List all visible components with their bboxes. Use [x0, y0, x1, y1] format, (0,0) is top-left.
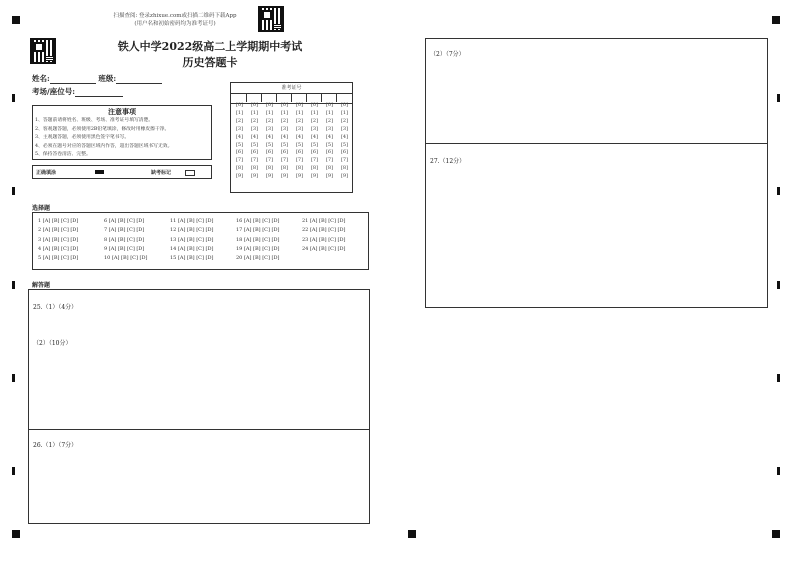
digit-bubble[interactable]: [8]	[235, 165, 244, 172]
timing-mark	[777, 467, 780, 475]
digit-bubble[interactable]: [1]	[310, 109, 319, 116]
digit-bubble[interactable]: [9]	[295, 173, 304, 180]
digit-bubble[interactable]: [9]	[310, 173, 319, 180]
timing-mark	[777, 281, 780, 289]
digit-bubble[interactable]: [2]	[280, 117, 289, 124]
digit-bubble[interactable]: [5]	[250, 141, 259, 148]
choice-item[interactable]: 17 [A] [B] [C] [D]	[236, 227, 280, 234]
digit-bubble[interactable]: [2]	[325, 117, 334, 124]
digit-bubble[interactable]: [4]	[235, 133, 244, 140]
digit-bubble[interactable]: [9]	[265, 173, 274, 180]
digit-bubble[interactable]: [0]	[280, 102, 289, 108]
digit-bubble[interactable]: [9]	[250, 173, 259, 180]
answer-section-label: 解答题	[32, 282, 51, 289]
digit-bubble[interactable]: [9]	[325, 173, 334, 180]
exam-number-column	[249, 102, 260, 181]
digit-bubble[interactable]: [2]	[250, 117, 259, 124]
digit-bubble[interactable]: [0]	[325, 102, 334, 108]
filled-bubble	[95, 170, 104, 174]
question-25-part2: （2）（10分）	[33, 340, 72, 347]
digit-bubble[interactable]: [8]	[340, 165, 349, 172]
digit-bubble[interactable]: [0]	[340, 102, 349, 108]
exam-number-column	[324, 102, 335, 181]
digit-bubble[interactable]: [8]	[250, 165, 259, 172]
digit-bubble[interactable]: [3]	[325, 125, 334, 132]
name-field[interactable]	[50, 75, 96, 84]
digit-bubble[interactable]: [6]	[295, 149, 304, 156]
choice-item[interactable]: 5 [A] [B] [C] [D]	[38, 255, 79, 262]
digit-bubble[interactable]: [3]	[340, 125, 349, 132]
grid-divider	[246, 93, 247, 102]
answer-box-26-part2[interactable]	[425, 38, 768, 144]
choice-item[interactable]: 12 [A] [B] [C] [D]	[170, 227, 214, 234]
digit-bubble[interactable]: [0]	[250, 102, 259, 108]
digit-bubble[interactable]: [4]	[310, 133, 319, 140]
notice-item: 1、答题前请将姓名、班级、考场、准考证号填写清楚。	[35, 118, 154, 123]
digit-bubble[interactable]: [5]	[235, 141, 244, 148]
digit-bubble[interactable]: [8]	[295, 165, 304, 172]
digit-bubble[interactable]: [4]	[250, 133, 259, 140]
exam-seat-label: 考场/座位号:	[32, 87, 76, 96]
choice-section-label: 选择题	[32, 205, 51, 212]
timing-mark	[12, 374, 15, 382]
digit-bubble[interactable]: [1]	[295, 109, 304, 116]
digit-bubble[interactable]: [6]	[235, 149, 244, 156]
choice-item[interactable]: 16 [A] [B] [C] [D]	[236, 218, 280, 224]
digit-bubble[interactable]: [6]	[325, 149, 334, 156]
grid-divider	[321, 93, 322, 102]
digit-bubble[interactable]: [0]	[295, 102, 304, 108]
digit-bubble[interactable]: [0]	[265, 102, 274, 108]
question-25-part1: 25.（1）（4分）	[33, 304, 78, 311]
choice-item[interactable]: 3 [A] [B] [C] [D]	[38, 236, 79, 243]
class-field[interactable]	[116, 75, 162, 84]
digit-bubble[interactable]: [4]	[295, 133, 304, 140]
answer-box-27[interactable]	[425, 143, 768, 308]
choice-item[interactable]: 6 [A] [B] [C] [D]	[104, 218, 145, 224]
grid-divider	[291, 93, 292, 102]
choice-item[interactable]: 2 [A] [B] [C] [D]	[38, 227, 79, 234]
qr-code-icon	[30, 38, 56, 64]
corner-mark-bottom-mid	[408, 530, 416, 538]
digit-bubble[interactable]: [1]	[265, 109, 274, 116]
choice-item[interactable]: 10 [A] [B] [C] [D]	[104, 255, 148, 262]
notice-item: 3、主观题答题，必须使用黑色签字笔书写。	[35, 135, 130, 140]
digit-bubble[interactable]: [7]	[280, 157, 289, 164]
digit-bubble[interactable]: [8]	[310, 165, 319, 172]
exam-number-column	[309, 102, 320, 181]
notice-box	[32, 105, 212, 160]
choice-item[interactable]: 22 [A] [B] [C] [D]	[302, 227, 346, 234]
digit-bubble[interactable]: [8]	[280, 165, 289, 172]
digit-bubble[interactable]: [2]	[265, 117, 274, 124]
digit-bubble[interactable]: [7]	[265, 157, 274, 164]
digit-bubble[interactable]: [5]	[265, 141, 274, 148]
exam-number-label: 准考证号	[281, 85, 302, 91]
choice-item[interactable]: 21 [A] [B] [C] [D]	[302, 218, 346, 224]
choice-item[interactable]: 20 [A] [B] [C] [D]	[236, 255, 280, 262]
digit-bubble[interactable]: [9]	[280, 173, 289, 180]
digit-bubble[interactable]: [5]	[340, 141, 349, 148]
corner-mark-top-right	[772, 16, 780, 24]
notice-item: 4、必须在题号对应的答题区域内作答，超出答题区域书写无效。	[35, 143, 173, 149]
choice-item[interactable]: 4 [A] [B] [C] [D]	[38, 245, 79, 252]
choice-item[interactable]: 24 [A] [B] [C] [D]	[302, 245, 346, 252]
title-line2: 历史答题卡	[182, 56, 238, 69]
scan-note	[100, 12, 250, 28]
title-line1: 铁人中学2022级高二上学期期中考试	[117, 40, 303, 53]
exam-number-box	[230, 82, 353, 193]
choice-item[interactable]: 7 [A] [B] [C] [D]	[104, 227, 145, 234]
scan-note-line1: 扫描查阅: 登录zhixue.com或扫描二维码下载App	[113, 13, 237, 19]
exam-number-column	[294, 102, 305, 181]
corner-mark-bottom-left	[12, 530, 20, 538]
question-26-part2: （2）（7分）	[430, 51, 465, 58]
digit-bubble[interactable]: [8]	[265, 165, 274, 172]
timing-mark	[12, 467, 15, 475]
digit-bubble[interactable]: [3]	[310, 125, 319, 132]
choice-item[interactable]: 14 [A] [B] [C] [D]	[170, 245, 214, 252]
choice-item[interactable]: 19 [A] [B] [C] [D]	[236, 245, 280, 252]
name-label: 姓名:	[32, 74, 50, 83]
digit-bubble[interactable]: [9]	[235, 173, 244, 180]
digit-bubble[interactable]: [1]	[340, 109, 349, 116]
choice-item[interactable]: 13 [A] [B] [C] [D]	[170, 236, 214, 243]
digit-bubble[interactable]: [9]	[340, 173, 349, 180]
choice-item[interactable]: 23 [A] [B] [C] [D]	[302, 236, 346, 243]
answer-box-25[interactable]	[28, 289, 370, 430]
corner-mark-top-left	[12, 16, 20, 24]
exam-number-column	[279, 102, 290, 181]
page-title	[90, 38, 330, 70]
digit-bubble[interactable]: [5]	[310, 141, 319, 148]
name-class-row	[32, 73, 162, 84]
digit-bubble[interactable]: [1]	[325, 109, 334, 116]
choice-item[interactable]: 11 [A] [B] [C] [D]	[170, 218, 214, 224]
grid-divider	[261, 93, 262, 102]
choice-item[interactable]: 8 [A] [B] [C] [D]	[104, 236, 145, 243]
timing-mark	[12, 187, 15, 195]
digit-bubble[interactable]: [6]	[250, 149, 259, 156]
digit-bubble[interactable]: [2]	[235, 117, 244, 124]
exam-number-column	[264, 102, 275, 181]
grid-divider	[336, 93, 337, 102]
digit-bubble[interactable]: [7]	[235, 157, 244, 164]
notice-item: 2、客观题答题，必须使用2B铅笔填涂，修改时用橡皮擦干净。	[35, 126, 170, 132]
digit-bubble[interactable]: [6]	[310, 149, 319, 156]
digit-bubble[interactable]: [3]	[235, 125, 244, 132]
grid-divider	[306, 93, 307, 102]
question-26-part1: 26.（1）（7分）	[33, 442, 78, 449]
digit-bubble[interactable]: [7]	[310, 157, 319, 164]
digit-bubble[interactable]: [1]	[235, 109, 244, 116]
digit-bubble[interactable]: [5]	[325, 141, 334, 148]
corner-mark-bottom-right	[772, 530, 780, 538]
choice-item[interactable]: 15 [A] [B] [C] [D]	[170, 255, 214, 262]
digit-bubble[interactable]: [3]	[265, 125, 274, 132]
timing-mark	[777, 187, 780, 195]
missing-mark-checkbox[interactable]	[185, 170, 195, 176]
digit-bubble[interactable]: [7]	[340, 157, 349, 164]
digit-bubble[interactable]: [3]	[295, 125, 304, 132]
digit-bubble[interactable]: [1]	[280, 109, 289, 116]
timing-mark	[12, 94, 15, 102]
choice-item[interactable]: 9 [A] [B] [C] [D]	[104, 245, 145, 252]
notice-item: 5、保持答卷清洁、完整。	[35, 152, 91, 157]
choice-box	[32, 212, 369, 270]
digit-bubble[interactable]: [6]	[265, 149, 274, 156]
digit-bubble[interactable]: [0]	[235, 102, 244, 108]
notice-title: 注意事项	[108, 107, 136, 116]
digit-bubble[interactable]: [6]	[280, 149, 289, 156]
exam-number-column	[339, 102, 350, 181]
digit-bubble[interactable]: [4]	[265, 133, 274, 140]
digit-bubble[interactable]: [2]	[340, 117, 349, 124]
scan-note-line2: (用户名和初始密码均为准考证号)	[134, 21, 216, 27]
correct-fill-label: 正确填涂	[36, 170, 57, 176]
exam-seat-row	[32, 86, 123, 97]
grid-divider	[276, 93, 277, 102]
digit-bubble[interactable]: [3]	[280, 125, 289, 132]
digit-bubble[interactable]: [4]	[325, 133, 334, 140]
fill-example-box	[32, 165, 212, 179]
exam-seat-field[interactable]	[75, 88, 123, 97]
digit-bubble[interactable]: [7]	[325, 157, 334, 164]
digit-bubble[interactable]: [6]	[340, 149, 349, 156]
digit-bubble[interactable]: [8]	[325, 165, 334, 172]
digit-bubble[interactable]: [4]	[340, 133, 349, 140]
digit-bubble[interactable]: [0]	[310, 102, 319, 108]
class-label: 班级:	[98, 74, 117, 83]
choice-item[interactable]: 1 [A] [B] [C] [D]	[38, 218, 79, 224]
digit-bubble[interactable]: [2]	[295, 117, 304, 124]
timing-mark	[777, 94, 780, 102]
exam-number-column	[234, 102, 245, 181]
answer-box-26-part1[interactable]	[28, 430, 370, 524]
timing-mark	[12, 281, 15, 289]
digit-bubble[interactable]: [7]	[250, 157, 259, 164]
digit-bubble[interactable]: [7]	[295, 157, 304, 164]
digit-bubble[interactable]: [4]	[280, 133, 289, 140]
missing-mark-label: 缺考标记	[151, 170, 172, 176]
digit-bubble[interactable]: [5]	[280, 141, 289, 148]
digit-bubble[interactable]: [2]	[310, 117, 319, 124]
question-27: 27.（12分）	[430, 158, 466, 165]
digit-bubble[interactable]: [3]	[250, 125, 259, 132]
digit-bubble[interactable]: [5]	[295, 141, 304, 148]
choice-item[interactable]: 18 [A] [B] [C] [D]	[236, 236, 280, 243]
timing-mark	[777, 374, 780, 382]
digit-bubble[interactable]: [1]	[250, 109, 259, 116]
qr-code-icon[interactable]	[258, 6, 284, 32]
